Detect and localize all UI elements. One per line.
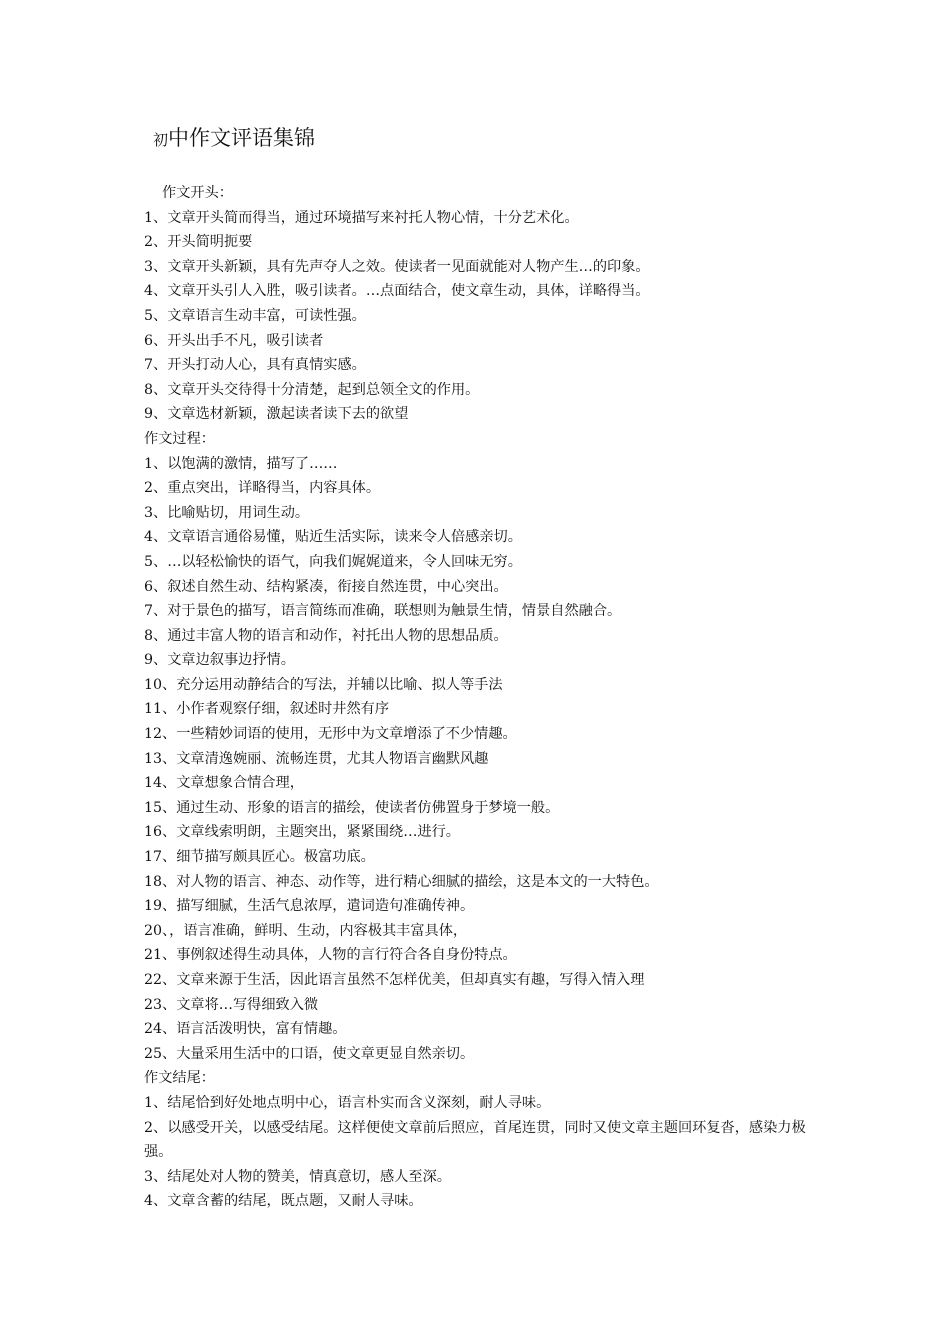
opening-item: 6、开头出手不凡，吸引读者 (144, 332, 324, 349)
process-item: 4、文章语言通俗易懂，贴近生活实际，读来令人倍感亲切。 (144, 529, 522, 546)
process-item: 2、重点突出，详略得当，内容具体。 (144, 480, 381, 497)
opening-item: 5、文章语言生动丰富，可读性强。 (144, 307, 366, 324)
process-item: 19、描写细腻，生活气息浓厚，遣词造句准确传神。 (144, 898, 475, 915)
process-item: 22、文章来源于生活，因此语言虽然不怎样优美，但却真实有趣，写得入情入理 (144, 972, 645, 988)
process-item: 18、对人物的语言、神态、动作等，进行精心细腻的描绘，这是本文的一大特色。 (144, 873, 659, 890)
opening-item: 1、文章开头简而得当，通过环境描写来衬托人物心情，十分艺术化。 (144, 209, 579, 226)
process-item: 23、文章将…写得细致入微 (144, 996, 319, 1013)
process-item: 21、事例叙述得生动具体，人物的言行符合各自身份特点。 (144, 947, 517, 964)
section-heading-ending: 作文结尾： (144, 1070, 215, 1087)
process-item: 6、叙述自然生动、结构紧凑，衔接自然连贯，中心突出。 (144, 578, 508, 595)
process-item: 15、通过生动、形象的语言的描绘，使读者仿佛置身于梦境一般。 (144, 799, 560, 816)
process-item: 1、以饱满的激情，描写了…… (144, 455, 338, 472)
process-item: 5、…以轻松愉快的语气，向我们娓娓道来，令人回味无穷。 (144, 553, 522, 570)
process-item: 7、对于景色的描写，语言简练而准确，联想则为触景生情，情景自然融合。 (144, 603, 622, 620)
document-title (153, 124, 315, 154)
ending-item: 4、文章含蓄的结尾，既点题，又耐人寻味。 (144, 1193, 423, 1210)
title-prefix: 初 (153, 131, 169, 149)
opening-item: 7、开头打动人心，具有真情实感。 (144, 357, 366, 374)
process-item: 10、充分运用动静结合的写法，并辅以比喻、拟人等手法 (144, 676, 503, 693)
opening-item: 9、文章选材新颖，激起读者读下去的欲望 (144, 406, 409, 423)
process-item: 13、文章清逸婉丽、流畅连贯，尤其人物语言幽默风趣 (144, 750, 489, 767)
opening-item: 4、文章开头引人入胜，吸引读者。…点面结合，使文章生动，具体，详略得当。 (144, 283, 650, 300)
process-item: 20、，语言准确，鲜明、生动，内容极其丰富具体， (144, 922, 468, 939)
process-item: 25、大量采用生活中的口语，使文章更显自然亲切。 (144, 1045, 475, 1062)
process-item: 16、文章线索明朗，主题突出，紧紧围绕…进行。 (144, 824, 460, 841)
process-item: 9、文章边叙事边抒情。 (144, 652, 295, 669)
section-heading-opening: 作文开头： (162, 185, 233, 201)
ending-item: 2、以感受开关，以感受结尾。这样便使文章前后照应，首尾连贯，同时又使文章主题回环复沓，感染力极强。 (144, 1119, 806, 1161)
process-item: 17、细节描写颇具匠心。极富功底。 (144, 849, 375, 866)
process-item: 12、一些精妙词语的使用，无形中为文章增添了不少情趣。 (144, 726, 517, 743)
section-heading-process: 作文过程： (144, 430, 215, 447)
opening-item: 2、开头简明扼要 (144, 234, 253, 251)
process-item: 3、比喻贴切，用词生动。 (144, 504, 310, 521)
process-item: 11、小作者观察仔细，叙述时井然有序 (144, 701, 390, 718)
title-main: 中作文评语集锦 (168, 126, 316, 150)
document-body (144, 181, 824, 1214)
process-item: 14、文章想象合情合理， (144, 775, 304, 792)
ending-item: 3、结尾处对人物的赞美，情真意切，感人至深。 (144, 1168, 451, 1185)
process-item: 24、语言活泼明快，富有情趣。 (144, 1021, 347, 1038)
opening-item: 3、文章开头新颖，具有先声夺人之效。使读者一见面就能对人物产生…的印象。 (144, 258, 650, 275)
process-item: 8、通过丰富人物的语言和动作，衬托出人物的思想品质。 (144, 627, 508, 644)
opening-item: 8、文章开头交待得十分清楚，起到总领全文的作用。 (144, 381, 480, 398)
ending-item: 1、结尾恰到好处地点明中心，语言朴实而含义深刻，耐人寻味。 (144, 1094, 551, 1111)
